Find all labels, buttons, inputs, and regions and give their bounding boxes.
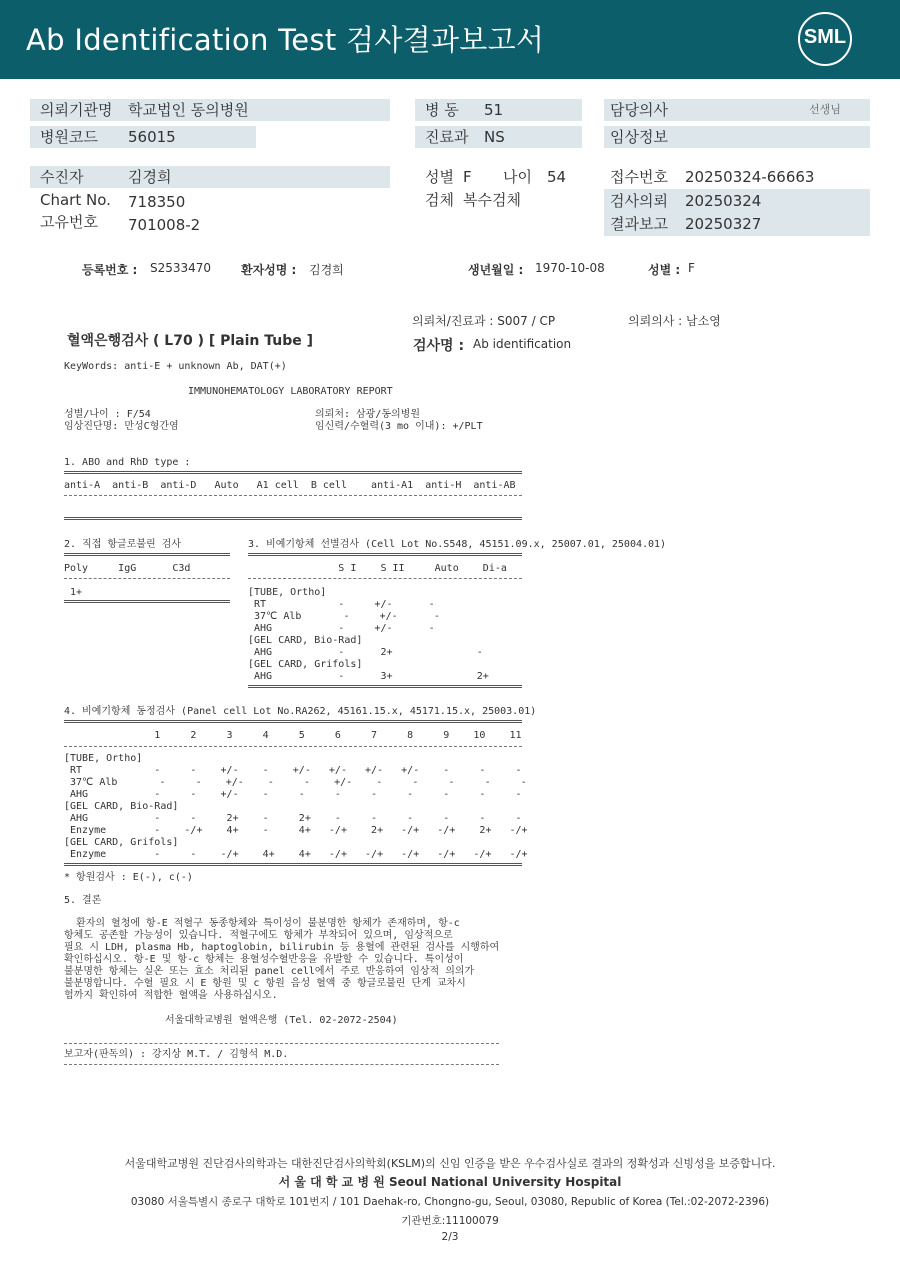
conclusion-text [64,918,499,1002]
request-value: 20250324 [685,192,762,210]
s3-row: [TUBE, Ortho] [248,587,327,598]
id-label: 고유번호 [40,213,98,231]
specimen-value: 복수검체 [463,191,521,209]
s2-value: 1+ [64,587,83,598]
conclusion-line: 환자의 혈청에 항-E 적혈구 동종항체와 특이성이 불분명한 항체가 존재하며, 항-c [64,918,460,929]
s4-rule-mid [64,746,522,747]
s4-row: AHG - - 2+ - 2+ - - - - - - [64,813,522,824]
antigen-test: * 항원검사 : E(-), c(-) [64,872,193,883]
lab-title: IMMUNOHEMATOLOGY LABORATORY REPORT [188,386,393,397]
receipt-value: 20250324-66663 [685,168,815,186]
institution-label: 의뢰기관명 [40,101,113,119]
s4-row: [GEL CARD, Grifols] [64,837,179,848]
s3-title: 3. 비예기항체 선별검사 (Cell Lot No.S548, 45151.09.x, 25007.01, 25004.01) [248,539,667,550]
sex-value: F [463,168,472,186]
report-header [0,0,900,79]
sml-logo [798,12,852,66]
id-value: 701008-2 [128,216,201,234]
doctor-suffix: 선생님 [809,103,841,116]
requester: 의뢰처: 삼광/동의병원 [315,409,421,420]
patient-value: 김경희 [128,168,172,186]
report-date-label: 결과보고 [610,215,668,233]
conclusion-line: 험까지 확인하여 적합한 혈액을 사용하십시오. [64,990,278,1001]
hospital-address: 03080 서울특별시 종로구 대학로 101번지 / 101 Daehak-ro, Chongno-gu, Seoul, 03080, Republic of Korea (Tel.:02-2072-2396) [130,1196,770,1208]
s4-row: Enzyme - - -/+ 4+ 4+ -/+ -/+ -/+ -/+ -/+ -/+ [64,849,528,860]
ward-label: 병 동 [425,101,459,119]
receipt-label: 접수번호 [610,168,668,186]
conclusion-line: 불분명한 항체는 실온 또는 효소 처리된 panel cell에서 주로 반응하여 임상적 의의가 [64,966,475,977]
s4-row: AHG - - +/- - - - - - - - - [64,789,522,800]
hospital-name-ko: 서 울 대 학 교 병 원 [278,1175,385,1189]
ref-dept: 의뢰처/진료과 : S007 / CP [412,314,556,328]
s2-rule-top [64,553,230,556]
s4-results [64,753,528,861]
keywords: KeyWords: anti-E + unknown Ab, DAT(+) [64,361,287,372]
clinical-label: 임상정보 [610,128,668,146]
logo-text: SML [803,26,847,48]
s3-row: 37℃ Alb - +/- - [248,611,440,622]
s3-row: RT - +/- - [248,599,435,610]
s4-rule-bottom [64,863,522,866]
dob-value: 1970-10-08 [535,261,605,275]
patient-label: 수진자 [40,168,84,186]
s4-row: [TUBE, Ortho] [64,753,143,764]
request-label: 검사의뢰 [610,192,668,210]
reg-value: S2533470 [150,261,212,275]
s3-row: AHG - 3+ 2+ [248,671,489,682]
reg-label: 등록번호 : [82,263,138,277]
page-number: 2/3 [441,1231,459,1243]
institution-number: 기관번호:11100079 [401,1215,499,1227]
sex2-label: 성별 : [648,263,681,277]
sex-age: 성별/나이 : F/54 [64,409,151,420]
s4-header: 1 2 3 4 5 6 7 8 9 10 11 [64,730,522,741]
conclusion-line: 필요 시 LDH, plasma Hb, haptoglobin, bilirubin 등 용혈에 관련된 검사를 시행하여 [64,942,500,953]
hospital-name [0,1173,900,1190]
reporter-rule-bottom [64,1064,499,1065]
s3-results [248,587,489,683]
diagnosis: 임상진단명: 만성C형간염 [64,421,179,432]
s1-rule-bottom [64,517,522,520]
report-title: Ab Identification Test 검사결과보고서 [26,23,545,57]
s1-rule-top [64,471,522,474]
dept-value: NS [484,128,505,146]
dept-label: 진료과 [425,128,469,146]
sex2-value: F [688,261,695,275]
doctor-label: 담당의사 [610,101,668,119]
s4-row: Enzyme - -/+ 4+ - 4+ -/+ 2+ -/+ -/+ 2+ -/+ [64,825,528,836]
s3-rule-bottom [248,685,522,688]
conclusion-line: 항체도 공존할 가능성이 있습니다. 적혈구에도 항체가 부착되어 있으며, 임상적으로 [64,930,453,941]
pregnancy: 임신력/수혈력(3 mo 이내): +/PLT [315,421,483,432]
ref-doctor: 의뢰의사 : 남소영 [628,314,721,328]
name-value: 김경희 [309,263,344,277]
section-title: 혈액은행검사 ( L70 ) [ Plain Tube ] [67,333,314,349]
s1-title: 1. ABO and RhD type : [64,457,191,468]
s3-rule-top [248,553,522,556]
institution-value: 학교법인 동의병원 [128,101,249,119]
s5-title: 5. 결론 [64,895,102,906]
s3-rule-mid [248,578,522,579]
certification-note: 서울대학교병원 진단검사의학과는 대한진단검사의학회(KSLM)의 신임 인증을 받은 우수검사실로 결과의 정확성과 신빙성을 보증합니다. [124,1157,776,1170]
hospital-code-value: 56015 [128,128,176,146]
s2-title: 2. 직접 항글로불린 검사 [64,539,182,550]
name-label: 환자성명 : [241,263,297,277]
s4-title: 4. 비예기항체 동정검사 (Panel cell Lot No.RA262, 45161.15.x, 45171.15.x, 25003.01) [64,706,537,717]
s1-rule-mid [64,495,522,496]
s4-row: RT - - +/- - +/- +/- +/- +/- - - - [64,765,522,776]
s3-row: [GEL CARD, Bio-Rad] [248,635,363,646]
s4-row: 37℃ Alb - - +/- - - +/- - - - - - [64,777,527,788]
s2-rule-mid [64,578,230,579]
s3-row: AHG - +/- - [248,623,435,634]
test-name-value: Ab identification [473,337,572,351]
dob-label: 생년월일 : [468,263,524,277]
specimen-label: 검체 [425,191,454,209]
s4-rule-top [64,720,522,723]
ward-value: 51 [484,101,504,119]
conclusion-line: 확인하십시오. 항-E 및 항-c 항체는 용혈성수혈반응을 유발할 수 있습니다. 특이성이 [64,954,464,965]
age-value: 54 [547,168,567,186]
conclusion-line: 불분명합니다. 수혈 필요 시 E 항원 및 c 항원 음성 혈액 중 항글로불린 단계 교차시 [64,978,466,989]
reporter-rule-top [64,1043,499,1044]
chart-label: Chart No. [40,191,111,209]
s1-header: anti-A anti-B anti-D Auto A1 cell B cell anti-A1 anti-H anti-AB [64,480,516,491]
test-name-label: 검사명 : [413,338,465,354]
hospital-code-label: 병원코드 [40,128,98,146]
s4-row: [GEL CARD, Bio-Rad] [64,801,179,812]
age-label: 나이 [503,168,532,186]
s2-rule-bottom [64,600,230,603]
reporter: 보고자(판독의) : 강지상 M.T. / 김형석 M.D. [64,1049,289,1060]
s3-row: AHG - 2+ - [248,647,483,658]
s2-header: Poly IgG C3d [64,563,191,574]
report-date-value: 20250327 [685,215,762,233]
patient-bar [30,166,390,188]
s3-header: S I S II Auto Di-a [248,563,507,574]
s3-row: [GEL CARD, Grifols] [248,659,363,670]
sex-label: 성별 [425,168,454,186]
lab-contact: 서울대학교병원 혈액은행 (Tel. 02-2072-2504) [165,1015,398,1026]
chart-value: 718350 [128,193,186,211]
hospital-name-en: Seoul National University Hospital [389,1175,622,1189]
